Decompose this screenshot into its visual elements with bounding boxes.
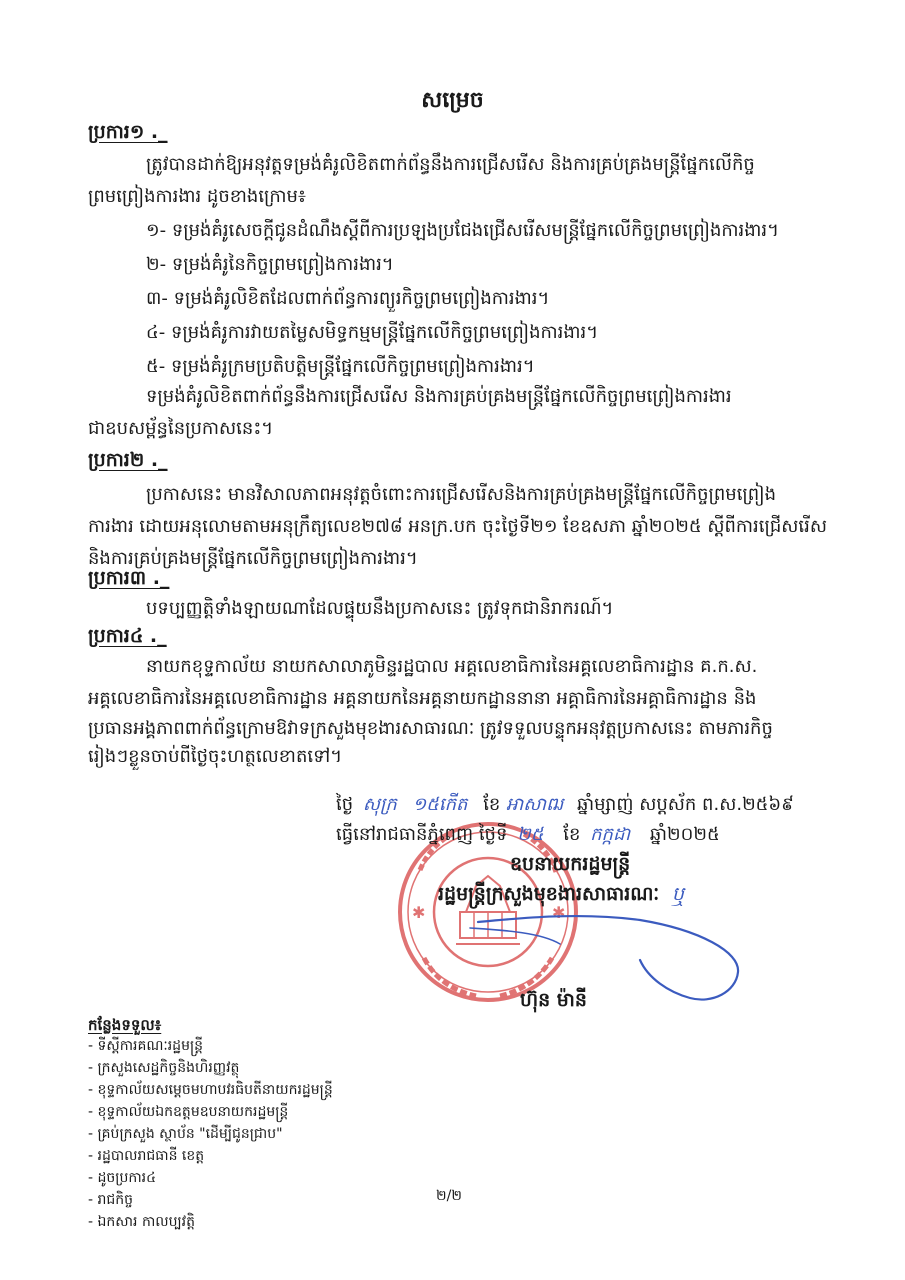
article-1-line: ព្រមព្រៀងការងារ ដូចខាងក្រោម៖ — [88, 186, 306, 207]
lunar-day-handwritten: សុក្រ — [362, 794, 397, 815]
article-2-line: និងការគ្រប់គ្រងមន្ត្រីផ្នែកលើកិច្ចព្រមព្រៀងការងារ។ — [88, 548, 418, 569]
signatory-name: ហ៊ុន ម៉ានី — [520, 989, 587, 1011]
lunar-phase-handwritten: ១៥កើត — [412, 794, 468, 815]
article-3-heading: ប្រការ៣ ._ — [88, 567, 170, 589]
lunar-month-prefix: ខែ — [483, 794, 501, 815]
article-3-line: បទប្បញ្ញត្តិទាំងឡាយណាដែលផ្ទុយនឹងប្រកាសនេះ ត្រូវទុកជានិរាករណ៍។ — [146, 598, 614, 619]
article-4-heading: ប្រការ៤ ._ — [88, 625, 167, 647]
signatory-title: ឧបនាយករដ្ឋមន្ត្រី — [510, 853, 631, 875]
recipient-item: - ខុទ្ទកាល័យឯកឧត្តមឧបនាយករដ្ឋមន្ត្រី — [88, 1104, 289, 1120]
lunar-month-handwritten: អាសាឍ — [506, 794, 564, 815]
svg-text:✱: ✱ — [552, 903, 566, 922]
handwritten-mark: ឬ — [671, 883, 684, 905]
recipient-item: - ដូចប្រការ៤ — [88, 1170, 157, 1186]
solar-month-prefix: ខែ — [563, 824, 581, 845]
article-1-list-item: ២- ទម្រង់គំរូនៃកិច្ចព្រមព្រៀងការងារ។ — [146, 254, 394, 275]
recipient-item: - គ្រប់ក្រសួង ស្ថាប័ន "ដើម្បីជូនជ្រាប" — [88, 1126, 283, 1142]
lunar-date-prefix: ថ្ងៃ — [336, 794, 354, 815]
article-1-line: ជាឧបសម្ព័ន្ធនៃប្រកាសនេះ។ — [88, 418, 274, 439]
signatory-ministry-label: រដ្ឋមន្ត្រីក្រសួងមុខងារសាធារណៈ — [438, 883, 660, 905]
article-4-line: ប្រធានអង្គភាពពាក់ព័ន្ធក្រោមឱវាទក្រសួងមុខងារសាធារណៈ ត្រូវទទួលបន្ទុកអនុវត្តប្រកាសនេះ តាមភារកិច្ច — [88, 718, 773, 739]
article-4-line: នាយកខុទ្ទកាល័យ នាយកសាលាភូមិន្ទរដ្ឋបាល អគ្គលេខាធិការនៃអគ្គលេខាធិការដ្ឋាន គ.ក.ស. — [146, 656, 758, 677]
article-4-line: រៀងៗខ្លួនចាប់ពីថ្ងៃចុះហត្ថលេខាតទៅ។ — [88, 746, 343, 767]
page-number: ២/២ — [436, 1188, 462, 1204]
decision-title: សម្រេច — [421, 88, 484, 113]
article-1-list-item: ១- ទម្រង់គំរូសេចក្តីជូនដំណឹងស្តីពីការប្រឡងប្រជែងជ្រើសរើសមន្ត្រីផ្នែកលើកិច្ចព្រមព្រៀងការងារ។ — [146, 220, 779, 241]
solar-day-handwritten: ២៥ — [517, 824, 544, 845]
article-2-heading: ប្រការ២ ._ — [88, 449, 168, 471]
solar-date-prefix: ធ្វើនៅរាជធានីភ្នំពេញ ថ្ងៃទី — [336, 824, 508, 845]
article-4-line: អគ្គលេខាធិការនៃអគ្គលេខាធិការដ្ឋាន អគ្គនាយកនៃអគ្គនាយកដ្ឋាននានា អគ្គាធិការនៃអគ្គាធិការដ្ឋាន និង — [88, 688, 757, 709]
recipients-title: កន្លែងទទួល៖ — [88, 1016, 162, 1034]
recipient-item: - ខុទ្ទកាល័យសម្តេចមហាបវរធិបតីនាយករដ្ឋមន្ត្រី — [88, 1082, 333, 1098]
article-1-line: ត្រូវបានដាក់ឱ្យអនុវត្តទម្រង់គំរូលិខិតពាក់ព័ន្ធនឹងការជ្រើសរើស និងការគ្រប់គ្រងមន្ត្រីផ្នែកលើកិច្ច — [146, 154, 755, 175]
recipient-item: - ទីស្តីការគណៈរដ្ឋមន្ត្រី — [88, 1038, 204, 1054]
recipient-item: - ឯកសារ កាលប្បវត្តិ — [88, 1214, 195, 1230]
article-1-list-item: ៣- ទម្រង់គំរូលិខិតដែលពាក់ព័ន្ធការព្យួរកិច្ចព្រមព្រៀងការងារ។ — [146, 288, 550, 309]
svg-text:✱: ✱ — [412, 903, 426, 922]
article-2-line: ប្រកាសនេះ មានវិសាលភាពអនុវត្តចំពោះការជ្រើសរើសនិងការគ្រប់គ្រងមន្ត្រីផ្នែកលើកិច្ចព្រមព្រៀង — [146, 484, 777, 505]
article-2-line: ការងារ ដោយអនុលោមតាមអនុក្រឹត្យលេខ២៧៨ អនក្រ.បក ចុះថ្ងៃទី២១ ខែឧសភា ឆ្នាំ២០២៥ ស្តីពីការជ្រើសរើស — [88, 516, 827, 537]
solar-month-handwritten: កក្កដា — [590, 824, 631, 845]
article-1-list-item: ៤- ទម្រង់គំរូការវាយតម្លៃសមិទ្ធកម្មមន្ត្រីផ្នែកលើកិច្ចព្រមព្រៀងការងារ។ — [146, 322, 599, 343]
lunar-date-suffix: ឆ្នាំម្សាញ់ សប្តស័ក ព.ស.២៥៦៩ — [576, 794, 794, 815]
recipient-item: - រាជកិច្ច — [88, 1192, 134, 1208]
solar-date-suffix: ឆ្នាំ២០២៥ — [649, 824, 720, 845]
article-1-list-item: ៥- ទម្រង់គំរូក្រមប្រតិបត្តិមន្ត្រីផ្នែកលើកិច្ចព្រមព្រៀងការងារ។ — [146, 356, 535, 377]
article-1-line: ទម្រង់គំរូលិខិតពាក់ព័ន្ធនឹងការជ្រើសរើស និងការគ្រប់គ្រងមន្ត្រីផ្នែកលើកិច្ចព្រមព្រៀងការងារ — [146, 386, 732, 407]
article-1-heading: ប្រការ១ ._ — [88, 121, 168, 143]
recipient-item: - រដ្ឋបាលរាជធានី ខេត្ត — [88, 1148, 205, 1164]
recipient-item: - ក្រសួងសេដ្ឋកិច្ចនិងហិរញ្ញវត្ថុ — [88, 1060, 240, 1076]
